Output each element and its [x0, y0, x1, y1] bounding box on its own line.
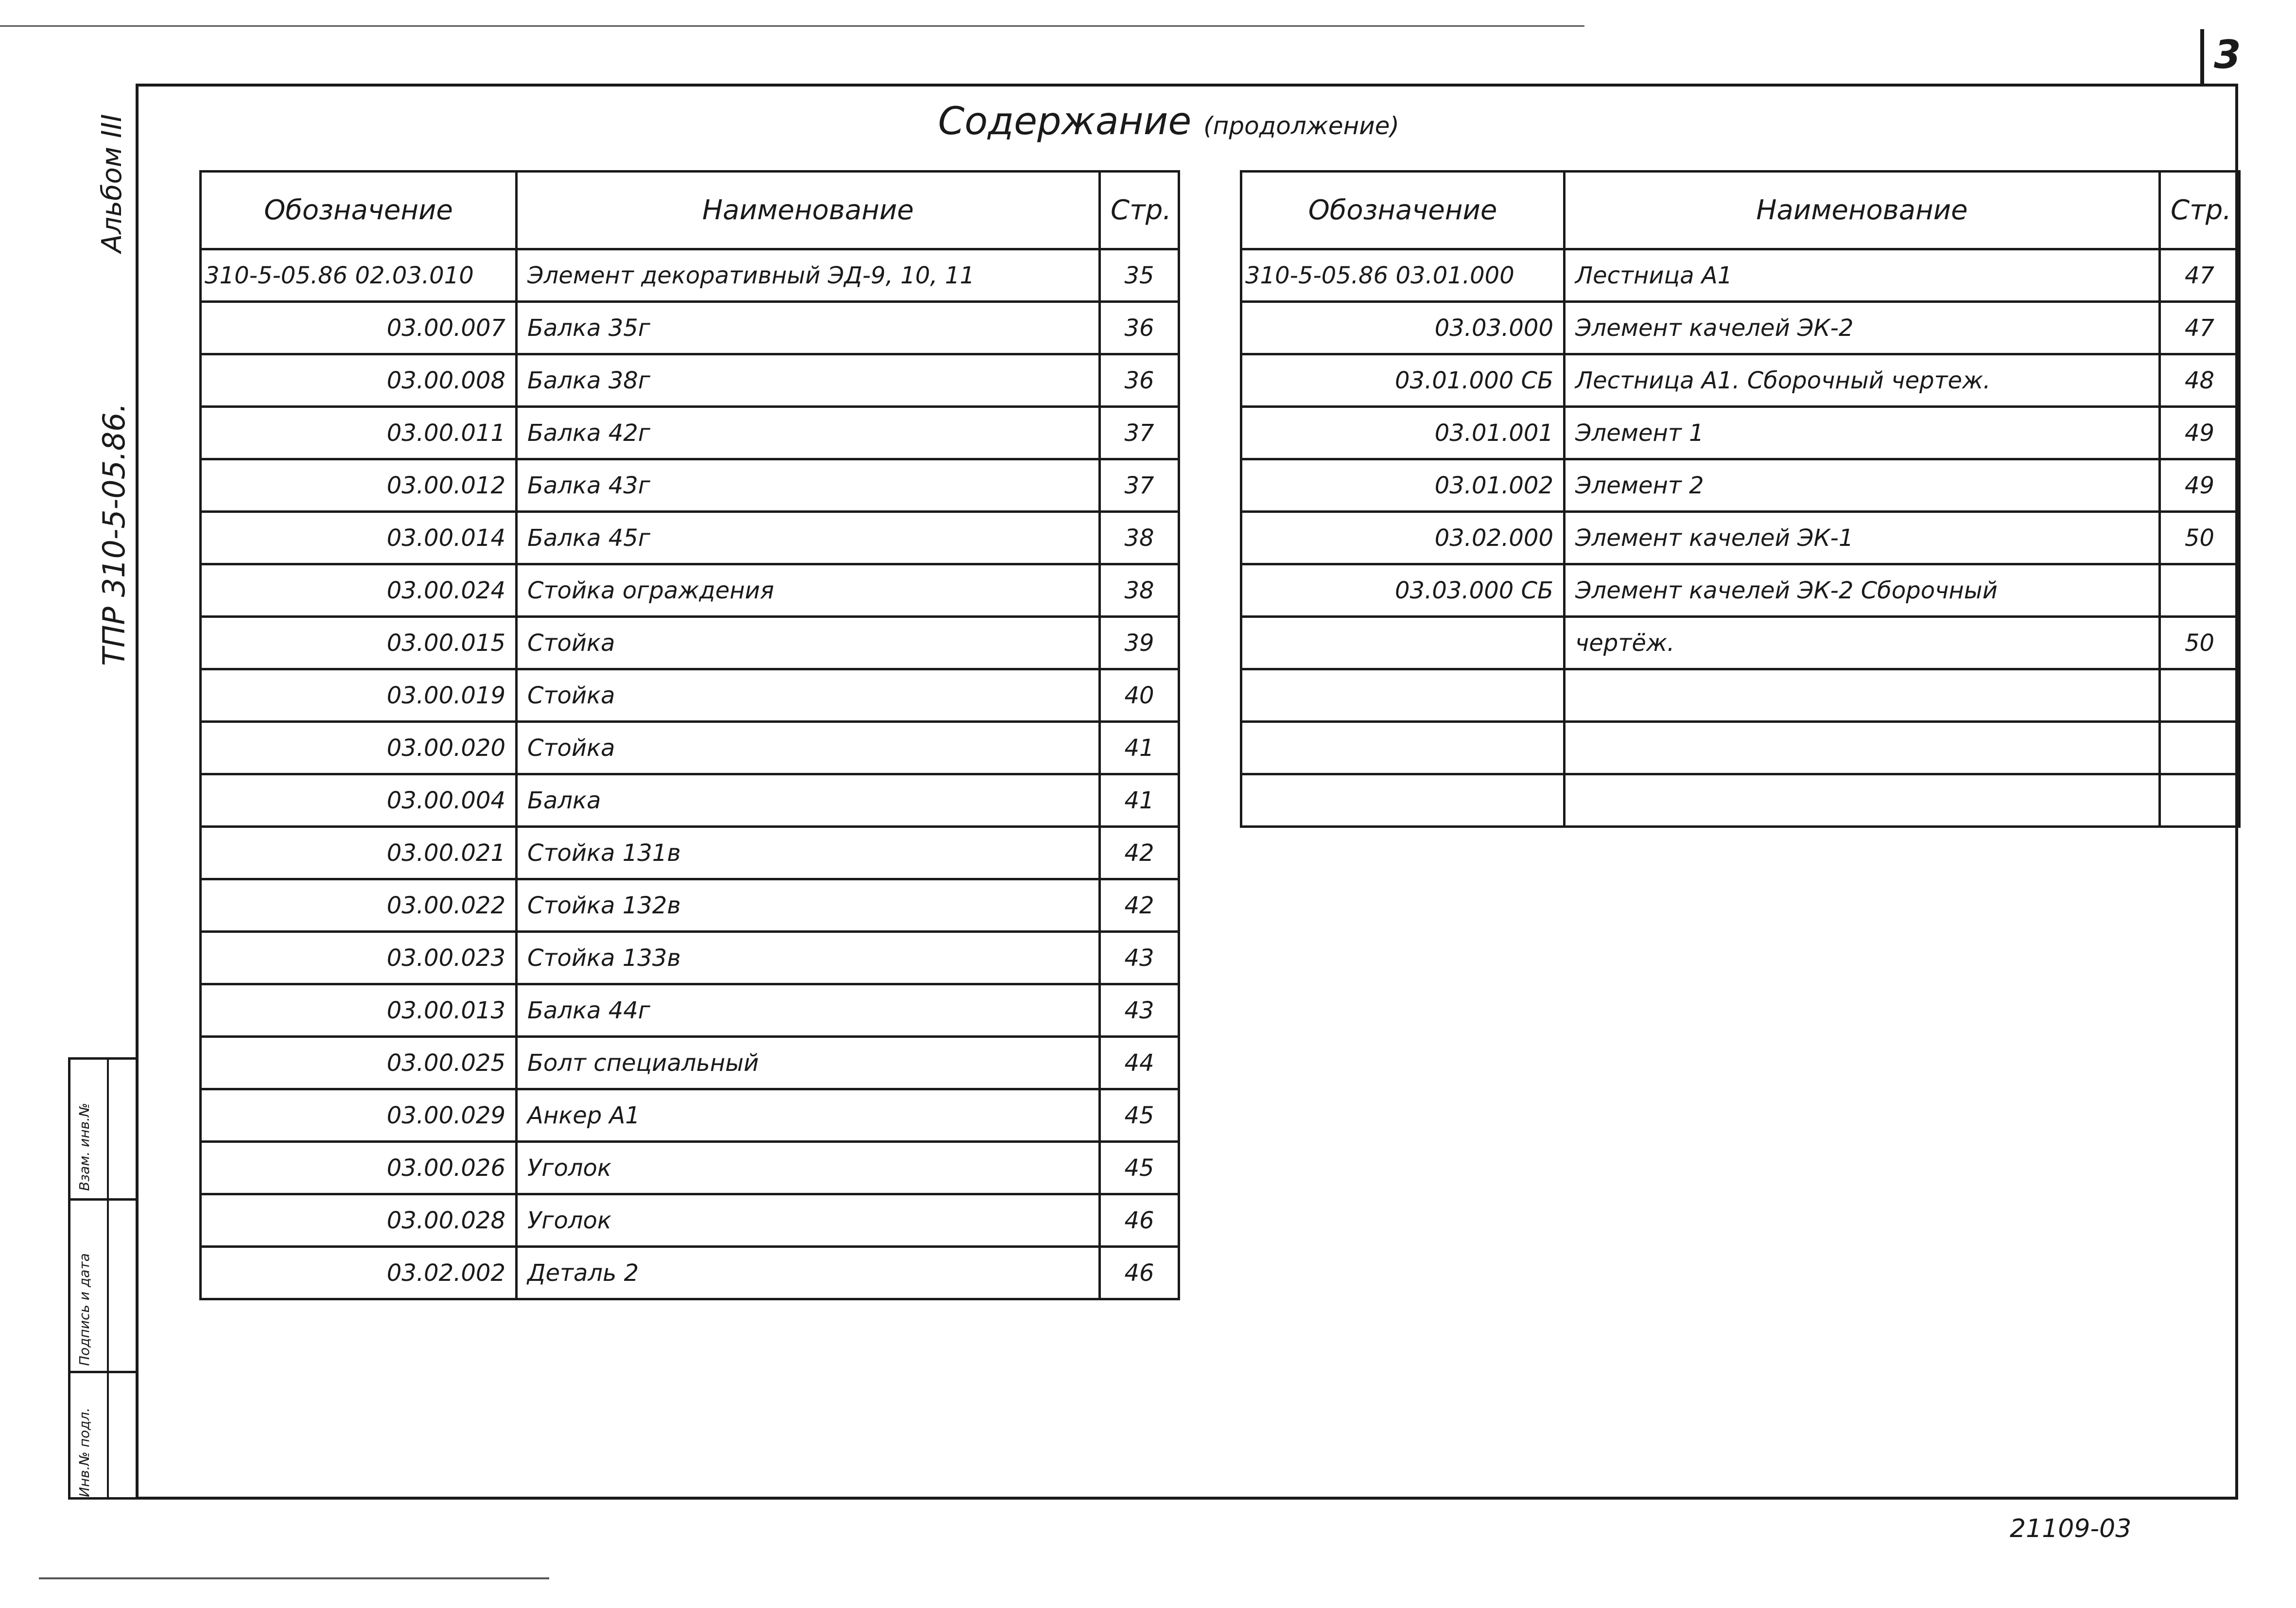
stamp-cell-sign	[70, 1198, 136, 1371]
row-code: 03.00.014	[201, 512, 517, 564]
row-code: 03.01.002	[1241, 459, 1565, 512]
row-name: Балка 35г	[517, 302, 1100, 354]
row-name: Лестница А1	[1565, 249, 2160, 302]
table-row	[201, 459, 1179, 512]
row-name: Деталь 2	[517, 1247, 1100, 1299]
row-code: 03.00.011	[201, 407, 517, 459]
row-name: Элемент декоративный ЭД-9, 10, 11	[517, 249, 1100, 302]
table-row	[201, 932, 1179, 984]
row-page: 36	[1100, 354, 1179, 407]
row-name: Стойка 131в	[517, 827, 1100, 879]
row-code: 03.00.021	[201, 827, 517, 879]
row-page: 43	[1100, 984, 1179, 1037]
row-page	[2160, 564, 2240, 617]
row-code: 03.00.023	[201, 932, 517, 984]
row-name: Уголок	[517, 1194, 1100, 1247]
row-code: 03.00.004	[201, 774, 517, 827]
row-code	[1241, 722, 1565, 774]
margin-series-label: ТПР 310-5-05.86.	[96, 402, 132, 666]
row-code: 03.00.026	[201, 1142, 517, 1194]
header-name: Наименование	[517, 172, 1100, 249]
row-code: 03.01.000 СБ	[1241, 354, 1565, 407]
row-code: 03.00.025	[201, 1037, 517, 1089]
row-page: 35	[1100, 249, 1179, 302]
row-code: 03.02.002	[201, 1247, 517, 1299]
row-code	[1241, 774, 1565, 827]
table-row	[201, 564, 1179, 617]
row-code: 03.01.001	[1241, 407, 1565, 459]
row-name: Элемент 2	[1565, 459, 2160, 512]
row-page	[2160, 774, 2240, 827]
stamp-cell-inv	[70, 1371, 136, 1502]
table-row	[1241, 512, 2240, 564]
table-row	[201, 617, 1179, 669]
table-row	[201, 984, 1179, 1037]
row-code: 03.00.022	[201, 879, 517, 932]
table-row	[1241, 354, 2240, 407]
row-page: 41	[1100, 722, 1179, 774]
row-page: 45	[1100, 1142, 1179, 1194]
row-code: 03.00.024	[201, 564, 517, 617]
row-page: 48	[2160, 354, 2240, 407]
approval-stamp-strip	[68, 1057, 139, 1500]
row-page: 49	[2160, 407, 2240, 459]
row-code: 03.00.007	[201, 302, 517, 354]
table-row	[201, 1089, 1179, 1142]
header-name: Наименование	[1565, 172, 2160, 249]
row-code: 310-5-05.86 03.01.000	[1241, 249, 1565, 302]
row-name: Стойка 132в	[517, 879, 1100, 932]
table-row	[1241, 249, 2240, 302]
row-page: 45	[1100, 1089, 1179, 1142]
sheet-number: 3	[2214, 32, 2241, 77]
table-row	[1241, 669, 2240, 722]
row-name: Балка	[517, 774, 1100, 827]
row-page: 44	[1100, 1037, 1179, 1089]
row-page: 38	[1100, 564, 1179, 617]
table-row	[201, 249, 1179, 302]
row-name	[1565, 669, 2160, 722]
stamp-inv-label: Инв.№ подл.	[76, 1407, 92, 1497]
row-code	[1241, 617, 1565, 669]
row-name: Элемент качелей ЭК-2 Сборочный	[1565, 564, 2160, 617]
row-code: 310-5-05.86 02.03.010	[201, 249, 517, 302]
table-row	[201, 1142, 1179, 1194]
row-code: 03.00.008	[201, 354, 517, 407]
row-page: 46	[1100, 1194, 1179, 1247]
row-page: 42	[1100, 879, 1179, 932]
contents-table-left	[199, 170, 1180, 1300]
row-name: Анкер А1	[517, 1089, 1100, 1142]
stamp-replace-inv-label: Взам. инв.№	[76, 1102, 92, 1191]
row-code: 03.00.028	[201, 1194, 517, 1247]
margin-album-label: Альбом III	[96, 114, 128, 253]
scan-line-top	[0, 25, 1584, 27]
table-row	[201, 827, 1179, 879]
title-subtitle: (продолжение)	[1203, 112, 1400, 140]
table-row	[201, 774, 1179, 827]
table-row	[1241, 617, 2240, 669]
row-page	[2160, 722, 2240, 774]
table-row	[1241, 722, 2240, 774]
row-page: 43	[1100, 932, 1179, 984]
header-designation: Обозначение	[201, 172, 517, 249]
row-page: 47	[2160, 302, 2240, 354]
row-name: Стойка	[517, 669, 1100, 722]
table-row	[201, 512, 1179, 564]
row-name: Балка 45г	[517, 512, 1100, 564]
row-name: Элемент качелей ЭК-2	[1565, 302, 2160, 354]
row-name: Балка 38г	[517, 354, 1100, 407]
row-code: 03.00.029	[201, 1089, 517, 1142]
table-row	[201, 302, 1179, 354]
row-code	[1241, 669, 1565, 722]
header-page: Стр.	[2160, 172, 2240, 249]
scan-line-bottom	[39, 1577, 549, 1579]
row-name: Балка 42г	[517, 407, 1100, 459]
row-code: 03.02.000	[1241, 512, 1565, 564]
row-code: 03.03.000	[1241, 302, 1565, 354]
table-row	[1241, 564, 2240, 617]
row-name: Лестница А1. Сборочный чертеж.	[1565, 354, 2160, 407]
row-name: Стойка	[517, 617, 1100, 669]
row-name: чертёж.	[1565, 617, 2160, 669]
row-code: 03.00.013	[201, 984, 517, 1037]
document-title	[938, 100, 1399, 143]
row-name	[1565, 722, 2160, 774]
row-page: 38	[1100, 512, 1179, 564]
table-row	[1241, 302, 2240, 354]
row-name: Стойка	[517, 722, 1100, 774]
table-row	[201, 879, 1179, 932]
table-row	[1241, 774, 2240, 827]
table-row	[201, 354, 1179, 407]
row-page: 50	[2160, 512, 2240, 564]
table-row	[201, 1247, 1179, 1299]
row-name: Стойка ограждения	[517, 564, 1100, 617]
table-header-row	[1241, 172, 2240, 249]
row-page	[2160, 669, 2240, 722]
row-page: 37	[1100, 407, 1179, 459]
row-name: Элемент 1	[1565, 407, 2160, 459]
title-text: Содержание	[938, 100, 1192, 143]
row-code: 03.00.020	[201, 722, 517, 774]
stamp-sign-date-label: Подпись и дата	[76, 1253, 92, 1366]
row-page: 46	[1100, 1247, 1179, 1299]
row-page: 36	[1100, 302, 1179, 354]
row-code: 03.00.012	[201, 459, 517, 512]
row-name: Элемент качелей ЭК-1	[1565, 512, 2160, 564]
row-page: 37	[1100, 459, 1179, 512]
row-name	[1565, 774, 2160, 827]
row-page: 41	[1100, 774, 1179, 827]
row-name: Стойка 133в	[517, 932, 1100, 984]
row-page: 50	[2160, 617, 2240, 669]
table-row	[201, 407, 1179, 459]
table-row	[201, 722, 1179, 774]
row-code: 03.00.015	[201, 617, 517, 669]
row-page: 49	[2160, 459, 2240, 512]
row-code: 03.03.000 СБ	[1241, 564, 1565, 617]
archive-code: 21109-03	[2010, 1514, 2132, 1543]
header-designation: Обозначение	[1241, 172, 1565, 249]
contents-table-right	[1240, 170, 2241, 828]
table-row	[1241, 459, 2240, 512]
row-name: Уголок	[517, 1142, 1100, 1194]
table-row	[201, 1194, 1179, 1247]
row-name: Болт специальный	[517, 1037, 1100, 1089]
row-page: 39	[1100, 617, 1179, 669]
table-header-row	[201, 172, 1179, 249]
table-row	[1241, 407, 2240, 459]
row-page: 47	[2160, 249, 2240, 302]
row-page: 40	[1100, 669, 1179, 722]
row-name: Балка 43г	[517, 459, 1100, 512]
header-page: Стр.	[1100, 172, 1179, 249]
stamp-cell-replace	[70, 1060, 136, 1198]
table-row	[201, 669, 1179, 722]
row-page: 42	[1100, 827, 1179, 879]
row-code: 03.00.019	[201, 669, 517, 722]
table-row	[201, 1037, 1179, 1089]
row-name: Балка 44г	[517, 984, 1100, 1037]
